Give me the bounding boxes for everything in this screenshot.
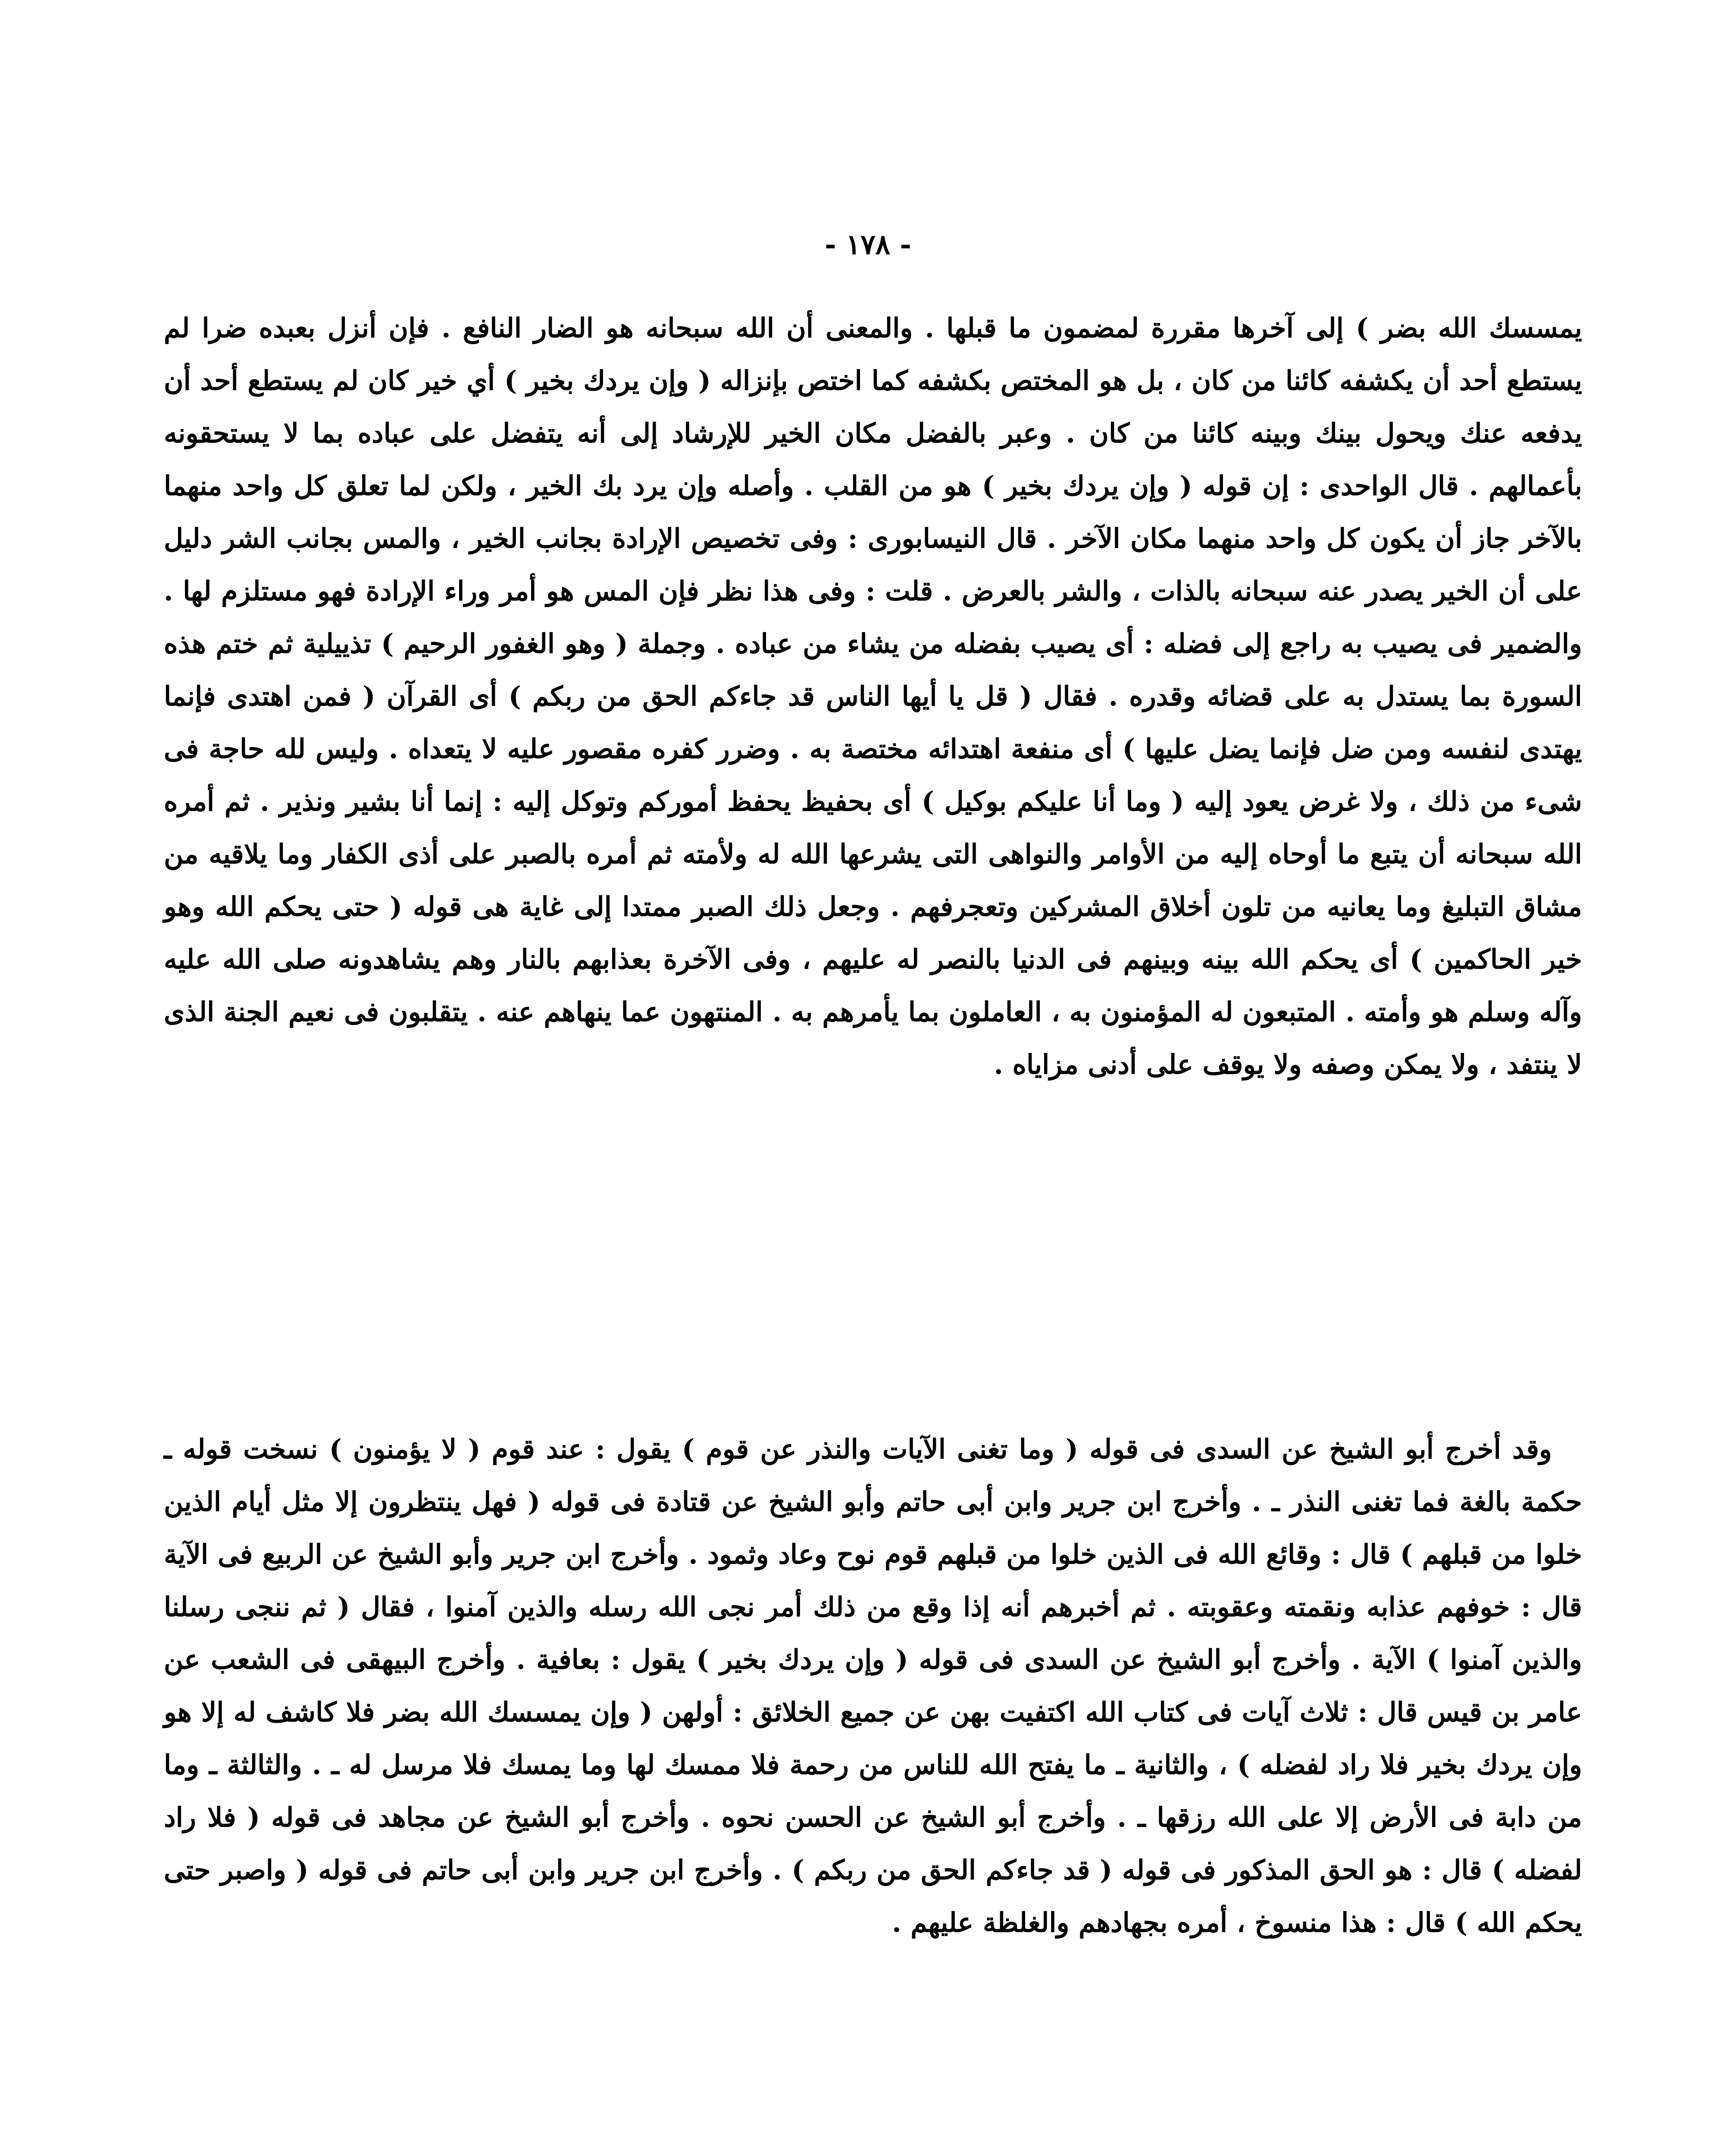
narrations-section (164, 1423, 1582, 1949)
page-number: - ١٧٨ - (825, 229, 911, 261)
commentary-paragraph: يمسسك الله بضر ) إلى آخرها مقررة لمضمون ما قبلها . والمعنى أن الله سبحانه هو الضار النافع . فإن أنزل بعبده ضرا لم يستطع أحد أن يكشفه كائنا من كان ، بل هو المختص بكشفه كما اختص بإنزاله ( وإن يردك بخير ) أي خير كان لم يستطع أحد أن يدفعه عنك ويحول بينك وبينه كائنا من كان . وعبر بالفضل مكان الخير للإرشاد إلى أنه يتفضل على عباده بما لا يستحقونه بأعمالهم . قال الواحدى : إن قوله ( وإن يردك بخير ) هو من القلب . وأصله وإن يرد بك الخير ، ولكن لما تعلق كل واحد منهما بالآخر جاز أن يكون كل واحد منهما مكان الآخر . قال النيسابورى : وفى تخصيص الإرادة بجانب الخير ، والمس بجانب الشر دليل على أن الخير يصدر عنه سبحانه بالذات ، والشر بالعرض . قلت : وفى هذا نظر فإن المس هو أمر وراء الإرادة فهو مستلزم لها . والضمير فى يصيب به راجع إلى فضله : أى يصيب بفضله من يشاء من عباده . وجملة ( وهو الغفور الرحيم ) تذييلية ثم ختم هذه السورة بما يستدل به على قضائه وقدره . فقال ( قل يا أيها الناس قد جاءكم الحق من ربكم ) أى القرآن ( فمن اهتدى فإنما يهتدى لنفسه ومن ضل فإنما يضل عليها ) أى منفعة اهتدائه مختصة به . وضرر كفره مقصور عليه لا يتعداه . وليس لله حاجة فى شىء من ذلك ، ولا غرض يعود إليه ( وما أنا عليكم بوكيل ) أى بحفيظ يحفظ أموركم وتوكل إليه : إنما أنا بشير ونذير . ثم أمره الله سبحانه أن يتبع ما أوحاه إليه من الأوامر والنواهى التى يشرعها الله له ولأمته ثم أمره بالصبر على أذى الكفار وما يلاقيه من مشاق التبليغ وما يعانيه من تلون أخلاق المشركين وتعجرفهم . وجعل ذلك الصبر ممتدا إلى غاية هى قوله ( حتى يحكم الله وهو خير الحاكمين ) أى يحكم الله بينه وبينهم فى الدنيا بالنصر له عليهم ، وفى الآخرة بعذابهم بالنار وهم يشاهدونه صلى الله عليه وآله وسلم هو وأمته . المتبعون له المؤمنون به ، العاملون بما يأمرهم به . المنتهون عما ينهاهم عنه . يتقلبون فى نعيم الجنة الذى لا ينتفد ، ولا يمكن وصفه ولا يوقف على أدنى مزاياه . (164, 312, 1582, 1080)
narrations-paragraph: وقد أخرج أبو الشيخ عن السدى فى قوله ( وما تغنى الآيات والنذر عن قوم ) يقول : عند قوم ( لا يؤمنون ) نسخت قوله ـ حكمة بالغة فما تغنى النذر ـ . وأخرج ابن جرير وابن أبى حاتم وأبو الشيخ عن قتادة فى قوله ( فهل ينتظرون إلا مثل أيام الذين خلوا من قبلهم ) قال : وقائع الله فى الذين خلوا من قبلهم قوم نوح وعاد وثمود . وأخرج ابن جرير وأبو الشيخ عن الربيع فى الآية قال : خوفهم عذابه ونقمته وعقوبته . ثم أخبرهم أنه إذا وقع من ذلك أمر نجى الله رسله والذين آمنوا ، فقال ( ثم ننجى رسلنا والذين آمنوا ) الآية . وأخرج أبو الشيخ عن السدى فى قوله ( وإن يردك بخير ) يقول : بعافية . وأخرج البيهقى فى الشعب عن عامر بن قيس قال : ثلاث آيات فى كتاب الله اكتفيت بهن عن جميع الخلائق : أولهن ( وإن يمسسك الله بضر فلا كاشف له إلا هو وإن يردك بخير فلا راد لفضله ) ، والثانية ـ ما يفتح الله للناس من رحمة فلا ممسك لها وما يمسك فلا مرسل له ـ . والثالثة ـ وما من دابة فى الأرض إلا على الله رزقها ـ . وأخرج أبو الشيخ عن الحسن نحوه . وأخرج أبو الشيخ عن مجاهد فى قوله ( فلا راد لفضله ) قال : هو الحق المذكور فى قوله ( قد جاءكم الحق من ربكم ) . وأخرج ابن جرير وابن أبى حاتم فى قوله ( واصبر حتى يحكم الله ) قال : هذا منسوخ ، أمره بجهادهم والغلظة عليهم . (164, 1433, 1583, 1938)
commentary-section (164, 302, 1582, 1091)
